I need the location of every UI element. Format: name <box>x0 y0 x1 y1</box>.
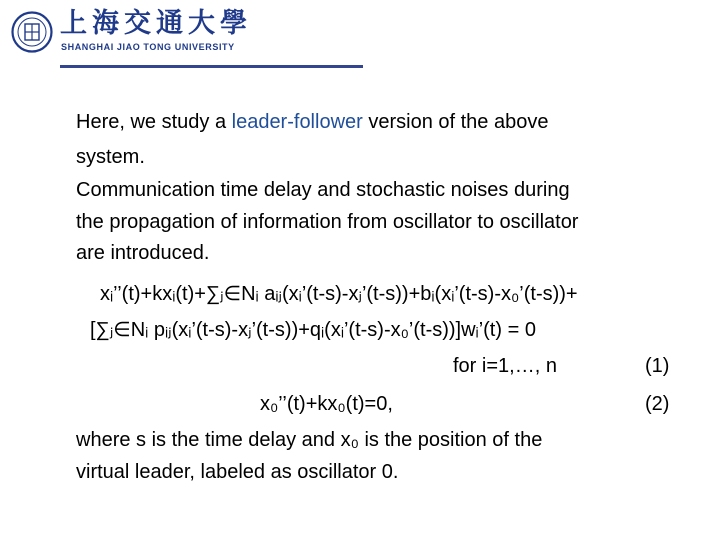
paragraph-3-line-1: where s is the time delay and x₀ is the position of the <box>76 429 543 451</box>
paragraph-2-line-3: are introduced. <box>76 242 210 264</box>
paragraph-1-line-2: system. <box>76 146 145 168</box>
equation-2: x₀’’(t)+kx₀(t)=0, <box>260 393 393 415</box>
paragraph-2-line-1: Communication time delay and stochastic noises during <box>76 179 570 201</box>
university-name-english: SHANGHAI JIAO TONG UNIVERSITY <box>61 42 235 52</box>
paragraph-2-line-2: the propagation of information from oscillator to oscillator <box>76 211 579 233</box>
paragraph-1-line-1: Here, we study a leader-follower version of the above <box>76 111 549 133</box>
equation-1-number: (1) <box>645 355 670 377</box>
university-name-chinese: 上海交通大學 <box>60 8 252 39</box>
equation-1-line-2: [∑ⱼ∈Nᵢ pᵢⱼ(xᵢ’(t-s)-xⱼ’(t-s))+qᵢ(xᵢ’(t-s)-x₀’(t-s))]wᵢ’(t) = 0 <box>90 319 536 341</box>
equation-2-number: (2) <box>645 393 670 415</box>
paragraph-3-line-2: virtual leader, labeled as oscillator 0. <box>76 461 399 483</box>
equation-1-condition: for i=1,…, n <box>453 355 557 377</box>
equation-1-line-1: xᵢ’’(t)+kxᵢ(t)+∑ⱼ∈Nᵢ aᵢⱼ(xᵢ’(t-s)-xⱼ’(t-s))+bᵢ(xᵢ’(t-s)-x₀’(t-s))+ <box>100 283 578 305</box>
leader-follower-highlight: leader-follower <box>231 111 363 133</box>
